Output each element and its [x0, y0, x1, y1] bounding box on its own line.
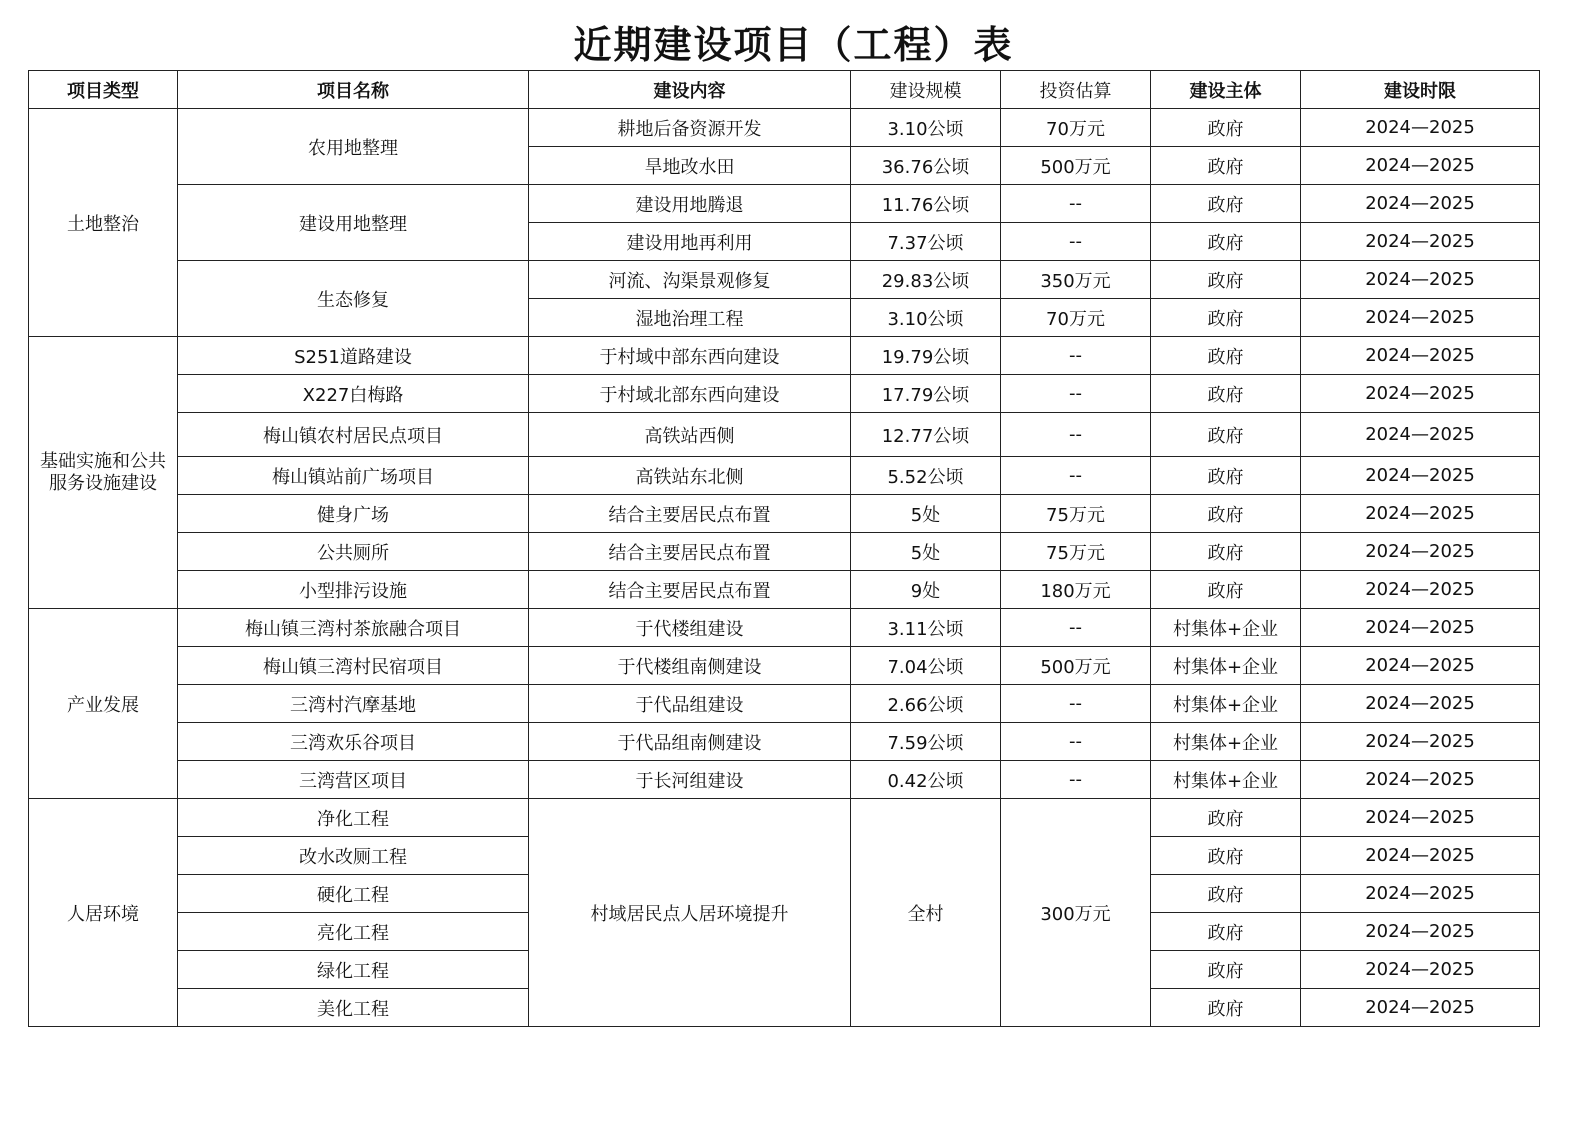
period-cell: 2024—2025: [1301, 109, 1540, 147]
project-name-cell: 生态修复: [178, 261, 529, 337]
period-cell: 2024—2025: [1301, 647, 1540, 685]
scale-cell: 7.04公顷: [851, 647, 1001, 685]
invest-cell: 300万元: [1001, 799, 1151, 1027]
invest-cell: 350万元: [1001, 261, 1151, 299]
period-cell: 2024—2025: [1301, 337, 1540, 375]
owner-cell: 政府: [1151, 223, 1301, 261]
period-cell: 2024—2025: [1301, 457, 1540, 495]
table-row: [29, 185, 1540, 223]
period-cell: 2024—2025: [1301, 989, 1540, 1027]
invest-cell: --: [1001, 413, 1151, 457]
invest-cell: --: [1001, 337, 1151, 375]
table-row: [29, 609, 1540, 647]
header-invest: 投资估算: [1001, 71, 1151, 109]
table-row: [29, 261, 1540, 299]
scale-cell: 3.11公顷: [851, 609, 1001, 647]
owner-cell: 政府: [1151, 147, 1301, 185]
period-cell: 2024—2025: [1301, 723, 1540, 761]
period-cell: 2024—2025: [1301, 413, 1540, 457]
project-name-cell: 三湾村汽摩基地: [178, 685, 529, 723]
period-cell: 2024—2025: [1301, 299, 1540, 337]
scale-cell: 19.79公顷: [851, 337, 1001, 375]
scale-cell: 0.42公顷: [851, 761, 1001, 799]
period-cell: 2024—2025: [1301, 495, 1540, 533]
owner-cell: 政府: [1151, 837, 1301, 875]
group-type-cell: 基础实施和公共服务设施建设: [29, 337, 178, 609]
scale-cell: 5处: [851, 495, 1001, 533]
period-cell: 2024—2025: [1301, 375, 1540, 413]
owner-cell: 政府: [1151, 571, 1301, 609]
content-cell: 耕地后备资源开发: [529, 109, 851, 147]
period-cell: 2024—2025: [1301, 685, 1540, 723]
table-row: [29, 109, 1540, 147]
project-name-cell: 三湾营区项目: [178, 761, 529, 799]
header-content: 建设内容: [529, 71, 851, 109]
table-row: [29, 799, 1540, 837]
owner-cell: 村集体+企业: [1151, 685, 1301, 723]
content-cell: 旱地改水田: [529, 147, 851, 185]
invest-cell: --: [1001, 375, 1151, 413]
period-cell: 2024—2025: [1301, 185, 1540, 223]
content-cell: 结合主要居民点布置: [529, 533, 851, 571]
projects-table: [28, 70, 1540, 1027]
owner-cell: 村集体+企业: [1151, 723, 1301, 761]
content-cell: 于代品组建设: [529, 685, 851, 723]
page-title: 近期建设项目（工程）表: [573, 23, 1014, 67]
scale-cell: 9处: [851, 571, 1001, 609]
scale-cell: 12.77公顷: [851, 413, 1001, 457]
project-name-cell: 绿化工程: [178, 951, 529, 989]
scale-cell: 7.59公顷: [851, 723, 1001, 761]
period-cell: 2024—2025: [1301, 875, 1540, 913]
content-cell: 于代楼组南侧建设: [529, 647, 851, 685]
table-row: [29, 457, 1540, 495]
owner-cell: 政府: [1151, 457, 1301, 495]
group-type-cell: 土地整治: [29, 109, 178, 337]
invest-cell: 70万元: [1001, 109, 1151, 147]
invest-cell: 500万元: [1001, 647, 1151, 685]
table-row: [29, 495, 1540, 533]
period-cell: 2024—2025: [1301, 533, 1540, 571]
invest-cell: 70万元: [1001, 299, 1151, 337]
project-name-cell: 硬化工程: [178, 875, 529, 913]
scale-cell: 3.10公顷: [851, 299, 1001, 337]
owner-cell: 政府: [1151, 109, 1301, 147]
content-cell: 建设用地腾退: [529, 185, 851, 223]
header-row: [29, 71, 1540, 109]
owner-cell: 政府: [1151, 495, 1301, 533]
owner-cell: 政府: [1151, 951, 1301, 989]
owner-cell: 村集体+企业: [1151, 761, 1301, 799]
invest-cell: --: [1001, 457, 1151, 495]
content-cell: 结合主要居民点布置: [529, 571, 851, 609]
project-name-cell: 三湾欢乐谷项目: [178, 723, 529, 761]
invest-cell: 75万元: [1001, 533, 1151, 571]
period-cell: 2024—2025: [1301, 147, 1540, 185]
table-row: [29, 761, 1540, 799]
invest-cell: 500万元: [1001, 147, 1151, 185]
invest-cell: --: [1001, 223, 1151, 261]
table-row: [29, 533, 1540, 571]
invest-cell: --: [1001, 185, 1151, 223]
period-cell: 2024—2025: [1301, 261, 1540, 299]
scale-cell: 36.76公顷: [851, 147, 1001, 185]
table-row: [29, 413, 1540, 457]
content-cell: 村域居民点人居环境提升: [529, 799, 851, 1027]
content-cell: 河流、沟渠景观修复: [529, 261, 851, 299]
invest-cell: --: [1001, 685, 1151, 723]
scale-cell: 5.52公顷: [851, 457, 1001, 495]
project-name-cell: 梅山镇农村居民点项目: [178, 413, 529, 457]
invest-cell: --: [1001, 609, 1151, 647]
owner-cell: 政府: [1151, 913, 1301, 951]
project-name-cell: 小型排污设施: [178, 571, 529, 609]
project-name-cell: 改水改厕工程: [178, 837, 529, 875]
owner-cell: 政府: [1151, 261, 1301, 299]
owner-cell: 村集体+企业: [1151, 609, 1301, 647]
owner-cell: 政府: [1151, 533, 1301, 571]
content-cell: 于村域北部东西向建设: [529, 375, 851, 413]
project-name-cell: 农用地整理: [178, 109, 529, 185]
table-row: [29, 685, 1540, 723]
table-row: [29, 375, 1540, 413]
group-type-cell: 产业发展: [29, 609, 178, 799]
table-row: [29, 571, 1540, 609]
table-row: [29, 723, 1540, 761]
project-name-cell: 健身广场: [178, 495, 529, 533]
project-name-cell: 梅山镇三湾村茶旅融合项目: [178, 609, 529, 647]
invest-cell: --: [1001, 761, 1151, 799]
invest-cell: 180万元: [1001, 571, 1151, 609]
scale-cell: 11.76公顷: [851, 185, 1001, 223]
period-cell: 2024—2025: [1301, 609, 1540, 647]
project-name-cell: X227白梅路: [178, 375, 529, 413]
group-type-cell: 人居环境: [29, 799, 178, 1027]
content-cell: 湿地治理工程: [529, 299, 851, 337]
content-cell: 结合主要居民点布置: [529, 495, 851, 533]
scale-cell: 全村: [851, 799, 1001, 1027]
owner-cell: 政府: [1151, 299, 1301, 337]
period-cell: 2024—2025: [1301, 913, 1540, 951]
owner-cell: 政府: [1151, 185, 1301, 223]
content-cell: 于长河组建设: [529, 761, 851, 799]
invest-cell: --: [1001, 723, 1151, 761]
scale-cell: 7.37公顷: [851, 223, 1001, 261]
header-name: 项目名称: [178, 71, 529, 109]
table-row: [29, 647, 1540, 685]
scale-cell: 5处: [851, 533, 1001, 571]
period-cell: 2024—2025: [1301, 571, 1540, 609]
project-name-cell: 梅山镇站前广场项目: [178, 457, 529, 495]
content-cell: 建设用地再利用: [529, 223, 851, 261]
scale-cell: 17.79公顷: [851, 375, 1001, 413]
period-cell: 2024—2025: [1301, 799, 1540, 837]
content-cell: 于村域中部东西向建设: [529, 337, 851, 375]
owner-cell: 政府: [1151, 413, 1301, 457]
header-scale: 建设规模: [851, 71, 1001, 109]
content-cell: 高铁站东北侧: [529, 457, 851, 495]
owner-cell: 政府: [1151, 375, 1301, 413]
header-owner: 建设主体: [1151, 71, 1301, 109]
owner-cell: 政府: [1151, 875, 1301, 913]
scale-cell: 3.10公顷: [851, 109, 1001, 147]
period-cell: 2024—2025: [1301, 951, 1540, 989]
scale-cell: 29.83公顷: [851, 261, 1001, 299]
table-row: [29, 337, 1540, 375]
period-cell: 2024—2025: [1301, 761, 1540, 799]
content-cell: 于代楼组建设: [529, 609, 851, 647]
project-name-cell: 美化工程: [178, 989, 529, 1027]
header-period: 建设时限: [1301, 71, 1540, 109]
period-cell: 2024—2025: [1301, 837, 1540, 875]
project-name-cell: 净化工程: [178, 799, 529, 837]
scale-cell: 2.66公顷: [851, 685, 1001, 723]
project-name-cell: 亮化工程: [178, 913, 529, 951]
owner-cell: 政府: [1151, 989, 1301, 1027]
owner-cell: 村集体+企业: [1151, 647, 1301, 685]
project-name-cell: 公共厕所: [178, 533, 529, 571]
invest-cell: 75万元: [1001, 495, 1151, 533]
project-name-cell: 梅山镇三湾村民宿项目: [178, 647, 529, 685]
owner-cell: 政府: [1151, 337, 1301, 375]
header-type: 项目类型: [29, 71, 178, 109]
content-cell: 于代品组南侧建设: [529, 723, 851, 761]
project-name-cell: 建设用地整理: [178, 185, 529, 261]
owner-cell: 政府: [1151, 799, 1301, 837]
period-cell: 2024—2025: [1301, 223, 1540, 261]
project-name-cell: S251道路建设: [178, 337, 529, 375]
content-cell: 高铁站西侧: [529, 413, 851, 457]
